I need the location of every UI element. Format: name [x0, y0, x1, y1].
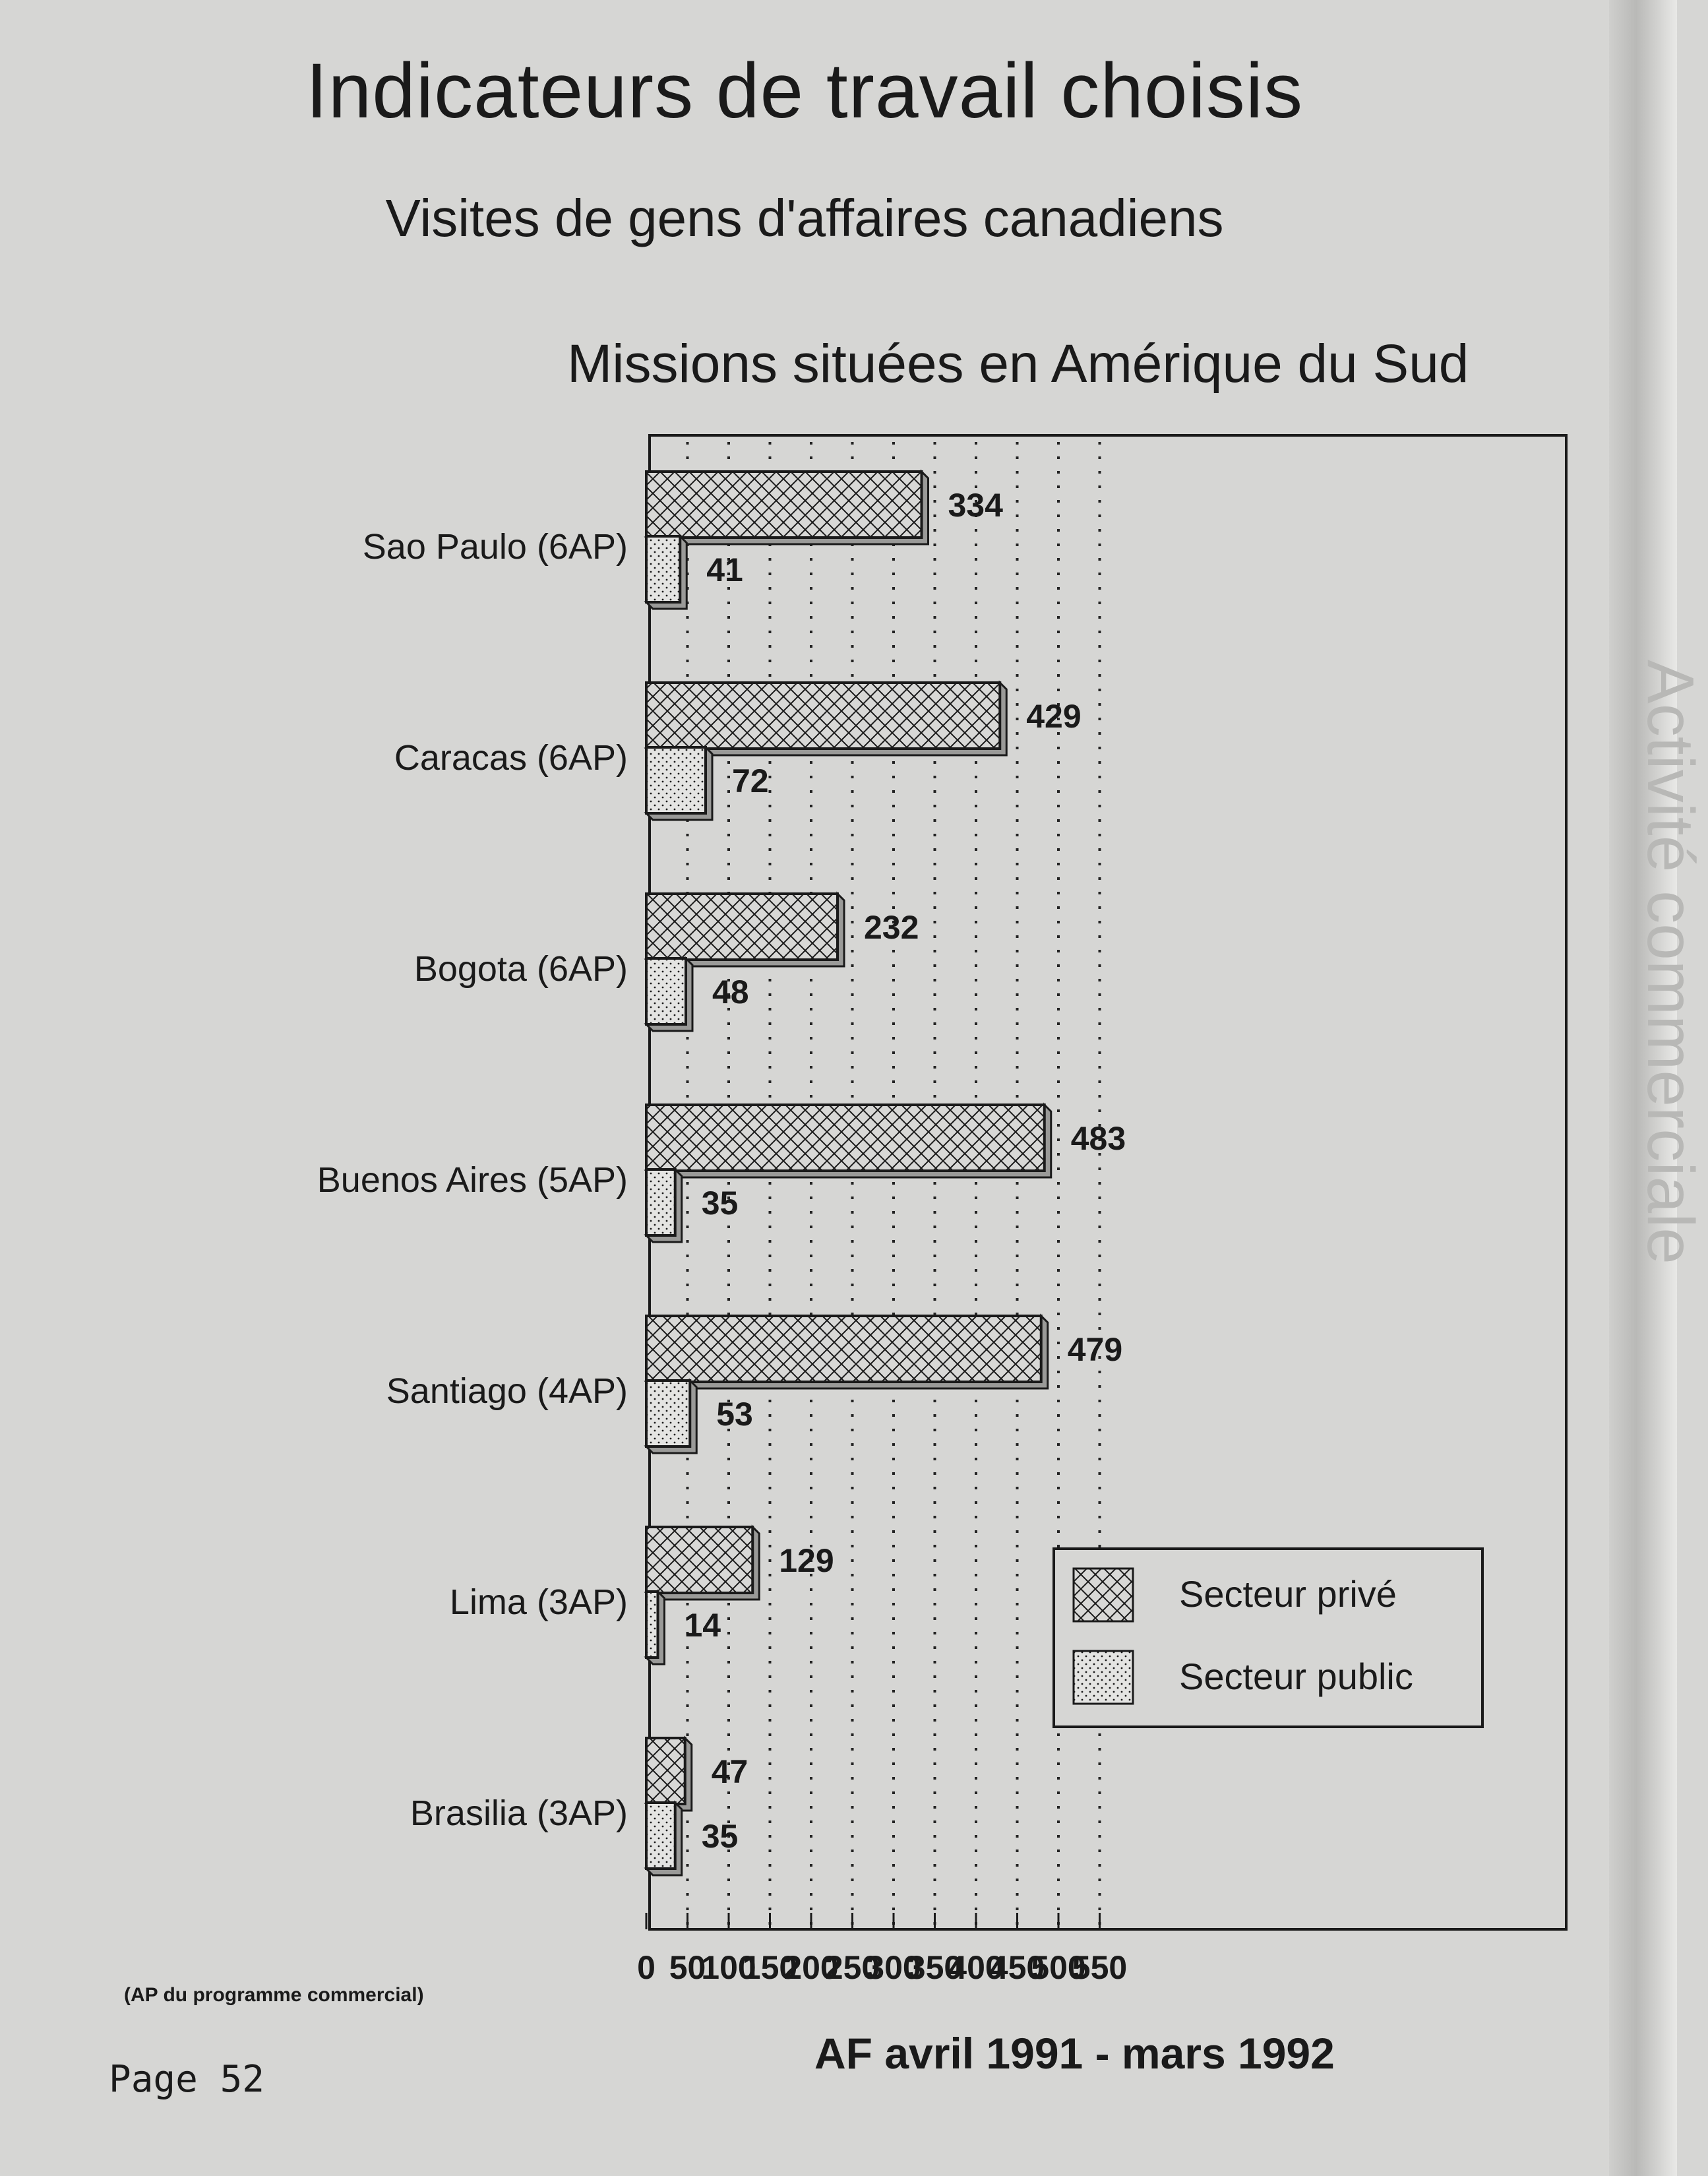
legend-swatch	[1074, 1651, 1133, 1704]
data-label-public: 72	[732, 762, 769, 799]
x-tick-label: 0	[637, 1949, 656, 1986]
category-label: Bogota (6AP)	[413, 949, 628, 989]
x-tick-label: 200	[783, 1949, 839, 1986]
data-label-public: 35	[701, 1818, 739, 1855]
side-running-text: Activité commerciale	[1633, 660, 1707, 1264]
footnote: (AP du programme commercial)	[124, 1984, 424, 2006]
bar-private	[646, 1738, 685, 1804]
bar-private	[646, 894, 838, 960]
bar-public	[646, 747, 706, 813]
bar-private	[646, 1105, 1045, 1171]
data-label-public: 14	[684, 1607, 721, 1644]
bar-public	[646, 1803, 675, 1869]
data-label-public: 35	[701, 1185, 739, 1222]
bar-public	[646, 1169, 675, 1235]
data-label-private: 483	[1070, 1120, 1126, 1157]
bar-private	[646, 683, 1000, 749]
data-label-public: 53	[716, 1396, 753, 1433]
category-label: Buenos Aires (5AP)	[317, 1160, 628, 1200]
data-label-private: 129	[779, 1542, 834, 1579]
data-label-public: 48	[712, 974, 749, 1010]
category-label: Caracas (6AP)	[394, 738, 628, 778]
category-label: Lima (3AP)	[449, 1582, 628, 1622]
bar-public	[646, 958, 686, 1024]
x-tick-label: 500	[1031, 1949, 1086, 1986]
x-tick-label: 50	[669, 1949, 706, 1986]
category-label: Santiago (4AP)	[386, 1371, 628, 1411]
legend-label: Secteur privé	[1179, 1573, 1397, 1615]
bar-public	[646, 536, 680, 602]
page-subtitle: Visites de gens d'affaires canadiens	[385, 189, 1224, 247]
bar-public	[646, 1592, 658, 1658]
x-tick-label: 300	[866, 1949, 921, 1986]
data-label-private: 479	[1067, 1331, 1123, 1368]
data-label-private: 429	[1026, 698, 1082, 735]
x-tick-label: 150	[742, 1949, 798, 1986]
data-label-public: 41	[706, 551, 743, 588]
x-tick-label: 450	[989, 1949, 1045, 1986]
x-tick-label: 400	[948, 1949, 1004, 1986]
legend-label: Secteur public	[1179, 1656, 1413, 1697]
category-label: Brasilia (3AP)	[410, 1793, 628, 1833]
x-tick-label: 350	[907, 1949, 963, 1986]
x-tick-label: 250	[824, 1949, 880, 1986]
data-label-private: 334	[948, 487, 1003, 524]
page-title: Indicateurs de travail choisis	[305, 47, 1304, 135]
x-tick-label: 100	[701, 1949, 756, 1986]
x-tick-label: 550	[1072, 1949, 1128, 1986]
data-label-private: 232	[864, 909, 919, 946]
chart-title: Missions situées en Amérique du Sud	[567, 334, 1469, 394]
legend-swatch	[1074, 1569, 1133, 1621]
bar-private	[646, 1316, 1041, 1382]
page-number: Page 52	[109, 2058, 265, 2101]
bar-private	[646, 1527, 752, 1593]
data-label-private: 47	[711, 1753, 748, 1790]
fiscal-year-label: AF avril 1991 - mars 1992	[814, 2029, 1335, 2078]
bar-public	[646, 1381, 690, 1446]
bar-private	[646, 472, 922, 538]
category-label: Sao Paulo (6AP)	[362, 527, 628, 567]
